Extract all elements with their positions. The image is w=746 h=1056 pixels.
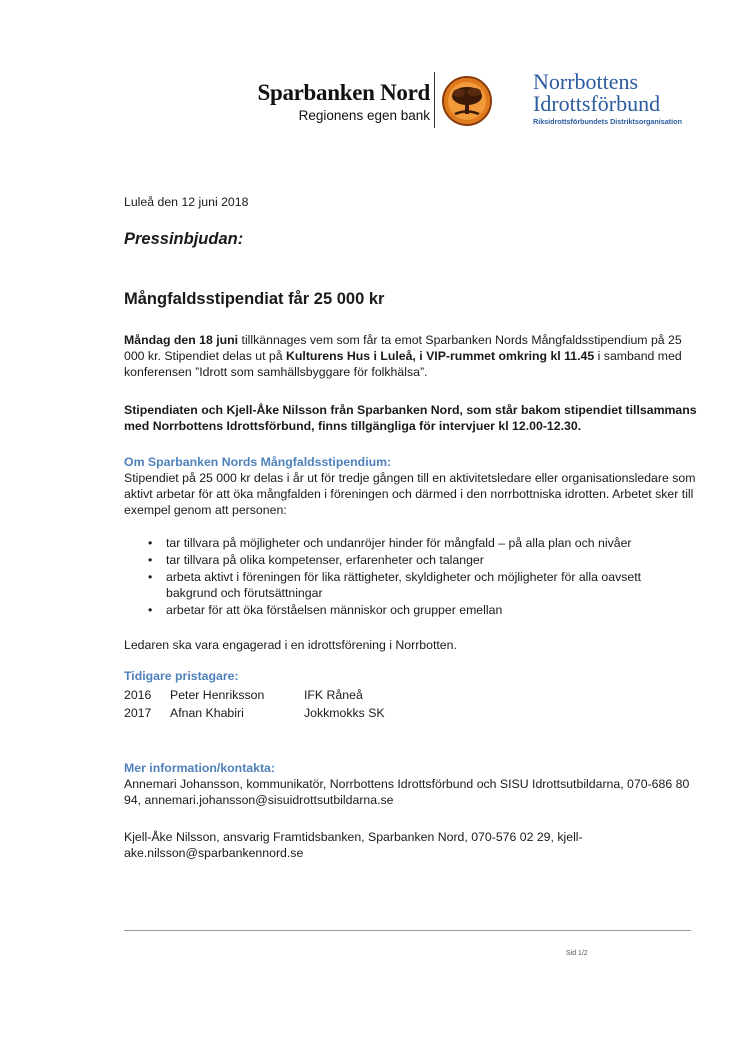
table-row [124, 704, 385, 722]
criteria-list [124, 535, 684, 619]
footer-divider [124, 930, 691, 931]
list-item: • arbetar för att öka förståelsen människor och grupper emellan [148, 603, 503, 617]
winner-name: Peter Henriksson [170, 688, 265, 702]
contact-annemari: Annemari Johansson, kommunikatör, Norrbottens Idrottsförbund och SISU Idrottsutbildarna, 070-686 80 94, annemari.johansson@sisuidrottsutbildarna.se [124, 777, 690, 807]
table-row [124, 686, 385, 704]
bullet-icon: • [148, 553, 153, 567]
about-text: Stipendiet på 25 000 kr delas i år ut för tredje gången till en aktivitetsledare eller organisationsledare som aktivt arbetar för att öka mångfalden i föreningen och därmed i den norrbottniska idrotten. Arbetet sker till exempel genom att personen: [124, 471, 696, 517]
leader-text: Ledaren ska vara engagerad i en idrottsförening i Norrbotten. [124, 638, 457, 652]
intro-bold-venue: Kulturens Hus i Luleå, i VIP-rummet omkring kl 11.45 [286, 349, 595, 363]
sparbanken-tree-emblem-icon [441, 75, 493, 127]
headline: Mångfaldsstipendiat får 25 000 kr [124, 290, 385, 308]
list-item: • tar tillvara på olika kompetenser, erfarenheter och talanger [148, 553, 484, 567]
about-section [124, 454, 698, 518]
nif-line2: Idrottsförbund [533, 91, 661, 116]
bullet-icon: • [148, 536, 153, 550]
letter-date: Luleå den 12 juni 2018 [124, 195, 249, 209]
winner-club: Jokkmokks SK [304, 706, 385, 720]
sparbanken-nord-logo [244, 80, 430, 124]
about-title: Om Sparbanken Nords Mångfaldsstipendium: [124, 455, 392, 469]
list-item: • arbeta aktivt i föreningen för lika rättigheter, skyldigheter och möjligheter för alla oavsett bakgrund och förutsättningar [148, 570, 642, 600]
page-number: Sid 1/2 [566, 950, 588, 957]
sparbanken-tagline: Regionens egen bank [298, 108, 430, 123]
list-item: • tar tillvara på möjligheter och undanröjer hinder för mångfald – på alla plan och nivåer [148, 536, 632, 550]
sparbanken-name: Sparbanken Nord [257, 80, 430, 105]
previous-winners-table [124, 686, 385, 722]
intro-bold-date: Måndag den 18 juni [124, 333, 239, 347]
logo-divider [434, 72, 435, 128]
norrbottens-idrottsforbund-logo [533, 71, 693, 126]
contact-section [124, 760, 698, 808]
intro-text-2: i samband med konferensen ”Idrott som samhällsbyggare för folkhälsa”. [124, 349, 682, 379]
bullet-icon: • [148, 570, 153, 584]
nif-line3: Riksidrottsförbundets Distriktsorganisation [533, 117, 682, 126]
interview-paragraph: Stipendiaten och Kjell-Åke Nilsson från Sparbanken Nord, som står bakom stipendiet tillsammans med Norrbottens Idrottsförbund, finns tillgängliga för intervjuer kl 12.00-12.30. [124, 403, 697, 433]
previous-winners-title: Tidigare pristagare: [124, 669, 239, 683]
winner-year: 2016 [124, 688, 152, 702]
winner-year: 2017 [124, 706, 152, 720]
intro-text-1: tillkännages vem som får ta emot Sparbanken Nords Mångfaldsstipendium på 25 000 kr. Stipendiet delas ut på [124, 333, 682, 363]
bullet-icon: • [148, 603, 153, 617]
contact-kjell-ake: Kjell-Åke Nilsson, ansvarig Framtidsbanken, Sparbanken Nord, 070-576 02 29, kjell-ake.nilsson@sparbankennord.se [124, 830, 583, 860]
press-invite-heading: Pressinbjudan: [124, 230, 244, 248]
winner-club: IFK Råneå [304, 688, 363, 702]
contact-title: Mer information/kontakta: [124, 761, 275, 775]
winner-name: Afnan Khabiri [170, 706, 244, 720]
nif-line1: Norrbottens [533, 69, 639, 94]
intro-paragraph [124, 332, 698, 380]
